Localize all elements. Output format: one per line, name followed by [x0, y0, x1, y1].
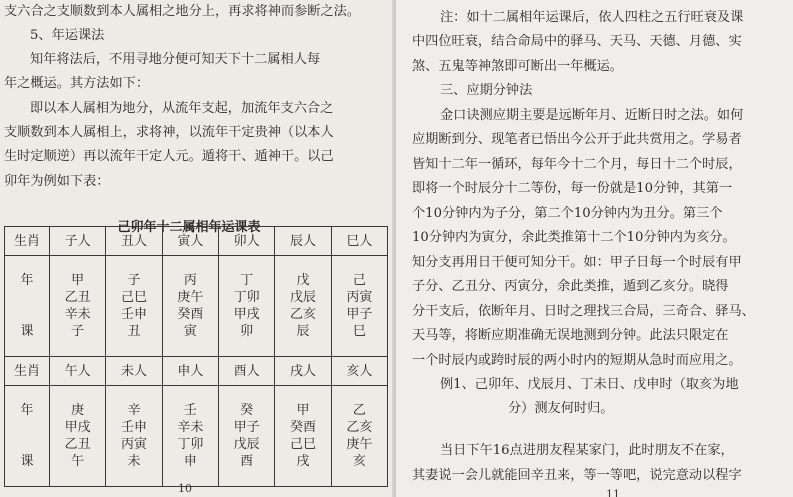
row-label-text: 课 [20, 454, 34, 469]
header-cell: 亥人 [331, 357, 387, 386]
left-line-3: 知年将法后，不用寻地分便可知天下十二属相人每 [30, 52, 321, 67]
cell-line: 乙亥 [289, 307, 316, 322]
cell-line: 酉 [240, 454, 254, 469]
cell-line: 寅 [183, 324, 197, 339]
cell-line: 戊辰 [289, 290, 316, 305]
cell-line: 乙丑 [64, 290, 91, 305]
header-cell: 丑人 [106, 227, 162, 256]
left-line-6: 支顺数到本人属相上，求将神，以流年干定贵神（以本人 [4, 125, 334, 140]
section-heading-year-course: 5、年运课法 [30, 28, 105, 43]
cell-line: 未 [127, 454, 141, 469]
cell-line: 癸酉 [177, 307, 204, 322]
right-line-6: 应期断到分、现笔者已悟出今公开于此共赏用之。学易者 [412, 132, 742, 147]
cell-line: 午 [71, 454, 85, 469]
cell-line: 乙 [352, 403, 366, 418]
right-line-9: 个10分钟内为子分，第二个10分钟内为丑分。第三个 [412, 206, 723, 221]
cell-line: 甲 [71, 273, 85, 288]
row-label-text: 年 [20, 273, 34, 288]
cell-line: 庚 [71, 403, 85, 418]
header-cell: 酉人 [218, 357, 274, 386]
left-line-4: 年之概运。其方法如下： [4, 76, 150, 91]
course-cell [218, 256, 274, 357]
header-cell: 未人 [106, 357, 162, 386]
right-line-5: 金口诀测应期主要是远断年月、近断日时之法。如何 [440, 108, 744, 123]
right-line-17: 分）测友何时归。 [508, 401, 614, 416]
cell-line: 巳 [352, 324, 366, 339]
right-line-13: 分干支后，依断年月、日时之理找三合局，三奇合、驿马、 [412, 304, 755, 319]
page-number-right: 11 [606, 488, 620, 497]
header-cell: 辰人 [275, 227, 331, 256]
right-line-19: 其妻说一会儿就能回辛丑来，等一等吧，说完意动以程字 [412, 468, 742, 483]
right-page [396, 0, 793, 497]
table-row [5, 386, 388, 487]
cell-line: 辰 [296, 324, 310, 339]
right-line-18: 当日下午16点进朋友程某家门，此时朋友不在家， [440, 443, 734, 458]
course-cell [275, 256, 331, 357]
cell-line: 癸 [240, 403, 254, 418]
cell-line: 壬申 [120, 307, 147, 322]
course-cell [50, 256, 106, 357]
cell-line: 庚午 [346, 437, 373, 452]
row-label-text: 年 [20, 403, 34, 418]
right-line-1: 注：如十二属相年运课后，依人四柱之五行旺衰及课 [440, 10, 744, 25]
course-cell [106, 386, 162, 487]
right-line-15: 一个时辰内或跨时辰的两小时内的短期从急时而应用之。 [412, 353, 742, 368]
left-line-5: 即以本人属相为地分，从流年支起，加流年支六合之 [30, 101, 334, 116]
right-line-3: 煞、五鬼等神煞即可断出一年概运。 [412, 59, 623, 74]
row-label-cell [5, 256, 50, 357]
cell-line: 丁卯 [233, 290, 260, 305]
course-cell [218, 386, 274, 487]
right-line-12: 子分、乙丑分、丙寅分，余此类推，遁到乙亥分。晓得 [412, 279, 729, 294]
table-title: 己卯年十二属相年运课表 [117, 220, 261, 235]
cell-line: 乙亥 [346, 420, 373, 435]
cell-line: 甲子 [233, 420, 260, 435]
cell-line: 丙寅 [120, 437, 147, 452]
header-cell: 卯人 [218, 227, 274, 256]
header-cell: 子人 [50, 227, 106, 256]
year-course-table [4, 226, 388, 487]
cell-line: 申 [183, 454, 197, 469]
left-line-8: 卯年为例如下表： [4, 174, 110, 189]
cell-line: 己巳 [120, 290, 147, 305]
cell-line: 亥 [352, 454, 366, 469]
cell-line: 甲戌 [233, 307, 260, 322]
cell-line: 戌 [296, 454, 310, 469]
cell-line: 戊辰 [233, 437, 260, 452]
left-line-7: 生时定顺逆）再以流年干定人元。遁将干、遁神干。以己 [4, 149, 334, 164]
cell-line: 丁 [240, 273, 254, 288]
cell-line: 戊 [296, 273, 310, 288]
table-row [5, 256, 388, 357]
table-header-row [5, 227, 388, 256]
header-cell: 寅人 [162, 227, 218, 256]
section-heading-timing: 三、应期分钟法 [440, 83, 533, 98]
course-cell [331, 256, 387, 357]
cell-line: 子 [71, 324, 85, 339]
course-cell [162, 386, 218, 487]
cell-line: 子 [127, 273, 141, 288]
course-cell [162, 256, 218, 357]
course-cell [50, 386, 106, 487]
cell-line: 壬申 [120, 420, 147, 435]
cell-line: 庚午 [177, 290, 204, 305]
header-cell: 生肖 [5, 357, 50, 386]
cell-line: 己 [352, 273, 366, 288]
header-cell: 申人 [162, 357, 218, 386]
page-number-left: 10 [178, 482, 192, 495]
cell-line: 丙 [183, 273, 197, 288]
row-label-cell [5, 386, 50, 487]
cell-line: 甲戌 [64, 420, 91, 435]
header-cell: 戌人 [275, 357, 331, 386]
cell-line: 丙寅 [346, 290, 373, 305]
row-label-text: 课 [20, 324, 34, 339]
header-cell: 生肖 [5, 227, 50, 256]
course-cell [275, 386, 331, 487]
cell-line: 乙丑 [64, 437, 91, 452]
table-header-row [5, 357, 388, 386]
right-line-7: 皆知十二年一循环，每年今十二个月，每日十二个时辰， [412, 157, 742, 172]
cell-line: 丁卯 [177, 437, 204, 452]
cell-line: 壬 [183, 403, 197, 418]
course-cell [106, 256, 162, 357]
cell-line: 辛未 [64, 307, 91, 322]
cell-line: 癸酉 [289, 420, 316, 435]
cell-line: 辛 [127, 403, 141, 418]
cell-line: 甲子 [346, 307, 373, 322]
right-line-11: 知分支再用日干便可知分干。如：甲子日每一个时辰有甲 [412, 255, 742, 270]
cell-line: 己巳 [289, 437, 316, 452]
cell-line: 丑 [127, 324, 141, 339]
course-cell [331, 386, 387, 487]
right-line-10: 10分钟内为寅分，余此类推第十二个10分钟内为亥分。 [412, 230, 736, 245]
cell-line: 辛未 [177, 420, 204, 435]
right-line-16: 例1、己卯年、戊辰月、丁未日、戊申时（取亥为地 [440, 377, 739, 392]
header-cell: 巳人 [331, 227, 387, 256]
left-page [0, 0, 396, 497]
right-line-14: 天马等，将断应期准确无误地测到分钟。此法只限定在 [412, 328, 729, 343]
cell-line: 甲 [296, 403, 310, 418]
header-cell: 午人 [50, 357, 106, 386]
left-line-1: 支六合之支顺数到本人属相之地分上，再求将神而参断之法。 [4, 4, 361, 19]
right-line-2: 中四位旺衰，结合命局中的驿马、天马、天德、月德、实 [412, 34, 742, 49]
right-line-8: 即将一个时辰分十二等份，每一份就是10分钟，其第一 [412, 181, 733, 196]
cell-line: 卯 [240, 324, 254, 339]
